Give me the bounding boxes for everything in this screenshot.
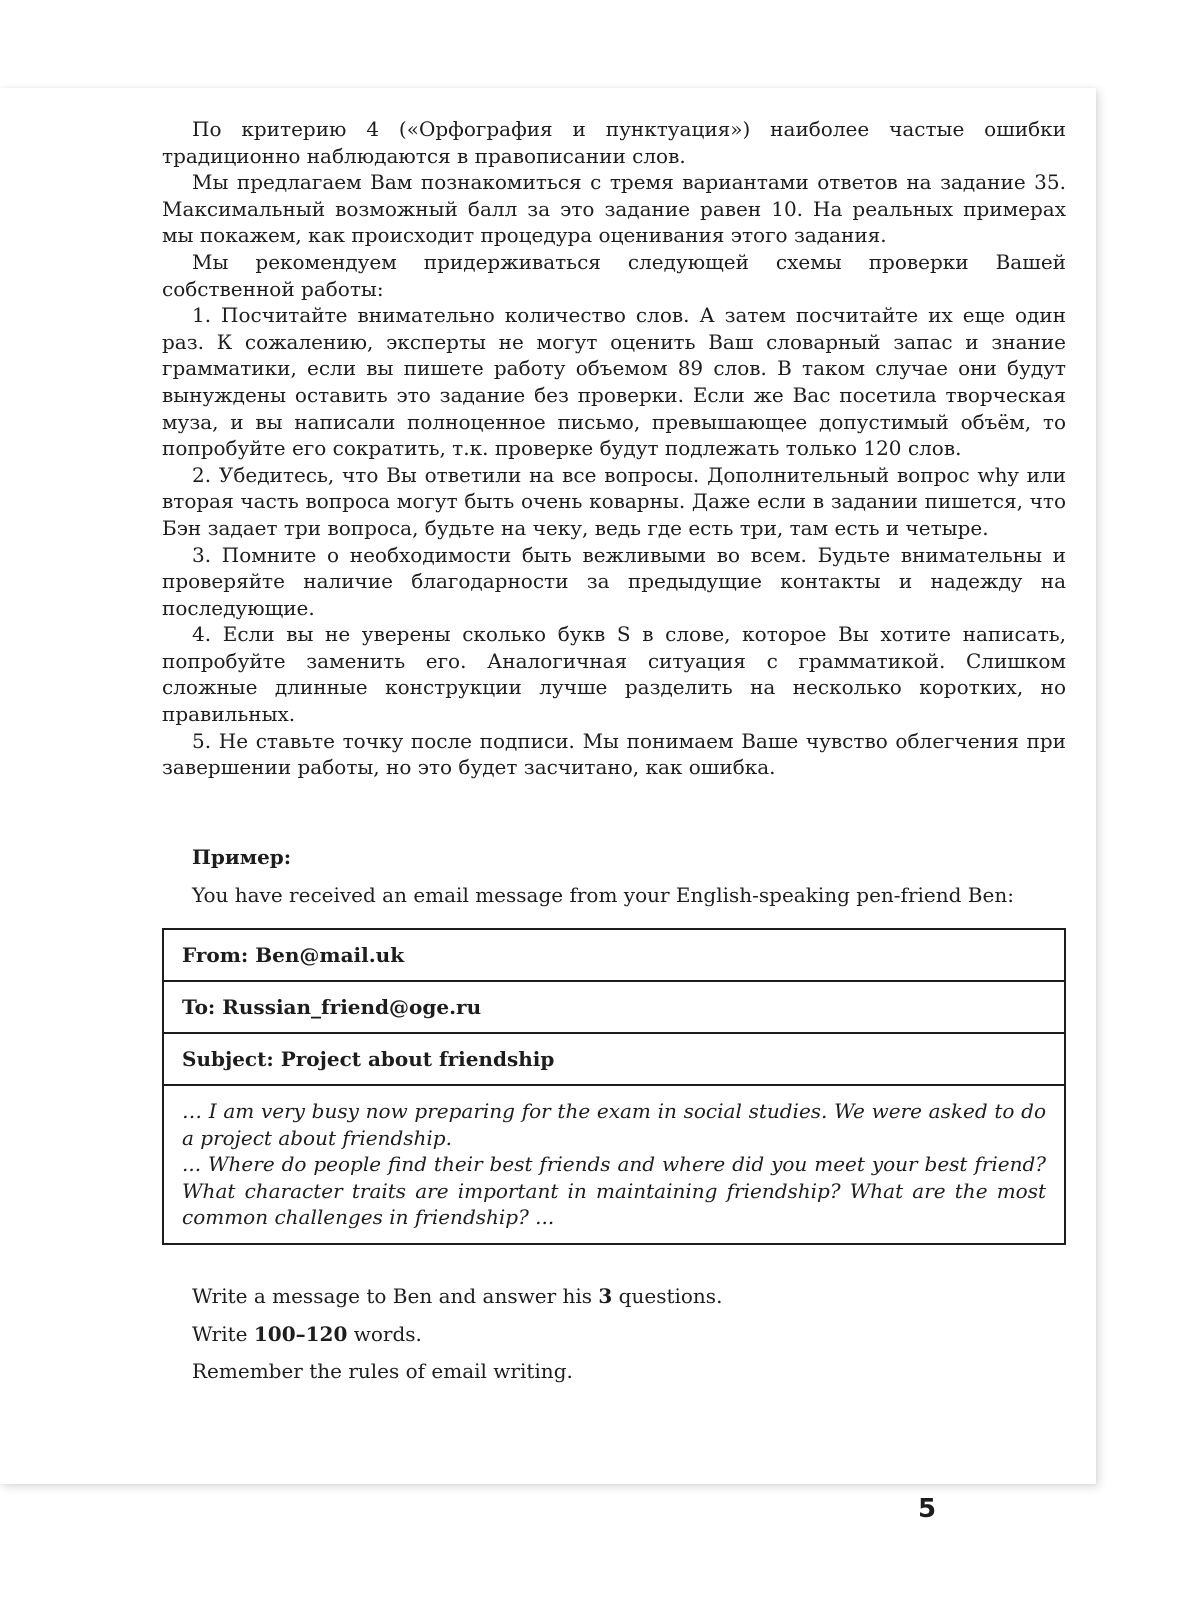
email-body-line-1: … I am very busy now preparing for the exam in social studies. We were asked to do a project about friendship. bbox=[182, 1099, 1046, 1150]
task-text: Write a message to Ben and answer his bbox=[192, 1284, 599, 1308]
email-body-line-2: ... Where do people find their best friends and where did you meet your best friend? What character traits are important in maintaining friendship? What are the most common challenges in friendship? ... bbox=[182, 1152, 1046, 1230]
task-instruction-answer bbox=[162, 1283, 1066, 1310]
list-item-2: 2. Убедитесь, что Вы ответили на все вопросы. Дополнительный вопрос why или вторая часть вопроса могут быть очень коварны. Даже если в задании пишется, что Бэн задает три вопроса, будьте на чеку, ведь где есть три, там есть и четыре. bbox=[162, 462, 1066, 540]
list-item-3: 3. Помните о необходимости быть вежливыми во всем. Будьте внимательны и проверяйте наличие благодарности за предыдущие контакты и надежду на последующие. bbox=[162, 542, 1066, 620]
task-question-count: 3 bbox=[598, 1284, 613, 1308]
email-box bbox=[162, 928, 1066, 1245]
task-text: words. bbox=[347, 1321, 422, 1346]
task-word-range: 100–120 bbox=[253, 1321, 348, 1346]
task-text: questions. bbox=[612, 1284, 723, 1308]
email-subject: Subject: Project about friendship bbox=[164, 1034, 1064, 1086]
list-item-4: 4. Если вы не уверены сколько букв S в слове, которое Вы хотите написать, попробуйте заменить его. Аналогичная ситуация с грамматикой. Слишком сложные длинные конструкции лучше разделить на несколько коротких, но правильных. bbox=[162, 622, 1066, 727]
task-instruction-word-count bbox=[162, 1321, 1066, 1348]
email-to: To: Russian_friend@oge.ru bbox=[164, 982, 1064, 1034]
paragraph-check-scheme: Мы рекомендуем придерживаться следующей схемы проверки Вашей собственной работы: bbox=[162, 249, 1066, 301]
list-item-1: 1. Посчитайте внимательно количество слов. А затем посчитайте их еще один раз. К сожалению, эксперты не могут оценить Ваш словарный запас и знание грамматики, если вы пишете работу объемом 89 слов. В таком случае они будут вынуждены оставить это задание без проверки. Если же Вас посетила творческая муза, и вы написали полноценное письмо, превышающее допустимый объём, то попробуйте его сократить, т.к. проверке будут подлежать только 120 слов. bbox=[162, 303, 1066, 461]
example-heading: Пример: bbox=[192, 844, 292, 869]
example-intro: You have received an email message from your English-speaking pen-friend Ben: bbox=[192, 883, 1014, 908]
paragraph-criterion-4: По критерию 4 («Орфография и пунктуация») наиболее частые ошибки традиционно наблюдаются в правописании слов. bbox=[162, 117, 1066, 168]
page-content bbox=[162, 116, 1066, 1385]
email-body bbox=[164, 1086, 1064, 1243]
page-number: 5 bbox=[918, 1494, 937, 1524]
paragraph-task-35-intro: Мы предлагаем Вам познакомиться с тремя вариантами ответов на задание 35. Максимальный возможный балл за это задание равен 10. На реальных примерах мы покажем, как происходит процедура оценивания этого задания. bbox=[162, 170, 1066, 248]
task-instruction-rules: Remember the rules of email writing. bbox=[192, 1359, 573, 1384]
list-item-5: 5. Не ставьте точку после подписи. Мы понимаем Ваше чувство облегчения при завершении работы, но это будет засчитано, как ошибка. bbox=[162, 728, 1066, 780]
email-from: From: Ben@mail.uk bbox=[164, 930, 1064, 982]
task-text: Write bbox=[192, 1321, 254, 1346]
